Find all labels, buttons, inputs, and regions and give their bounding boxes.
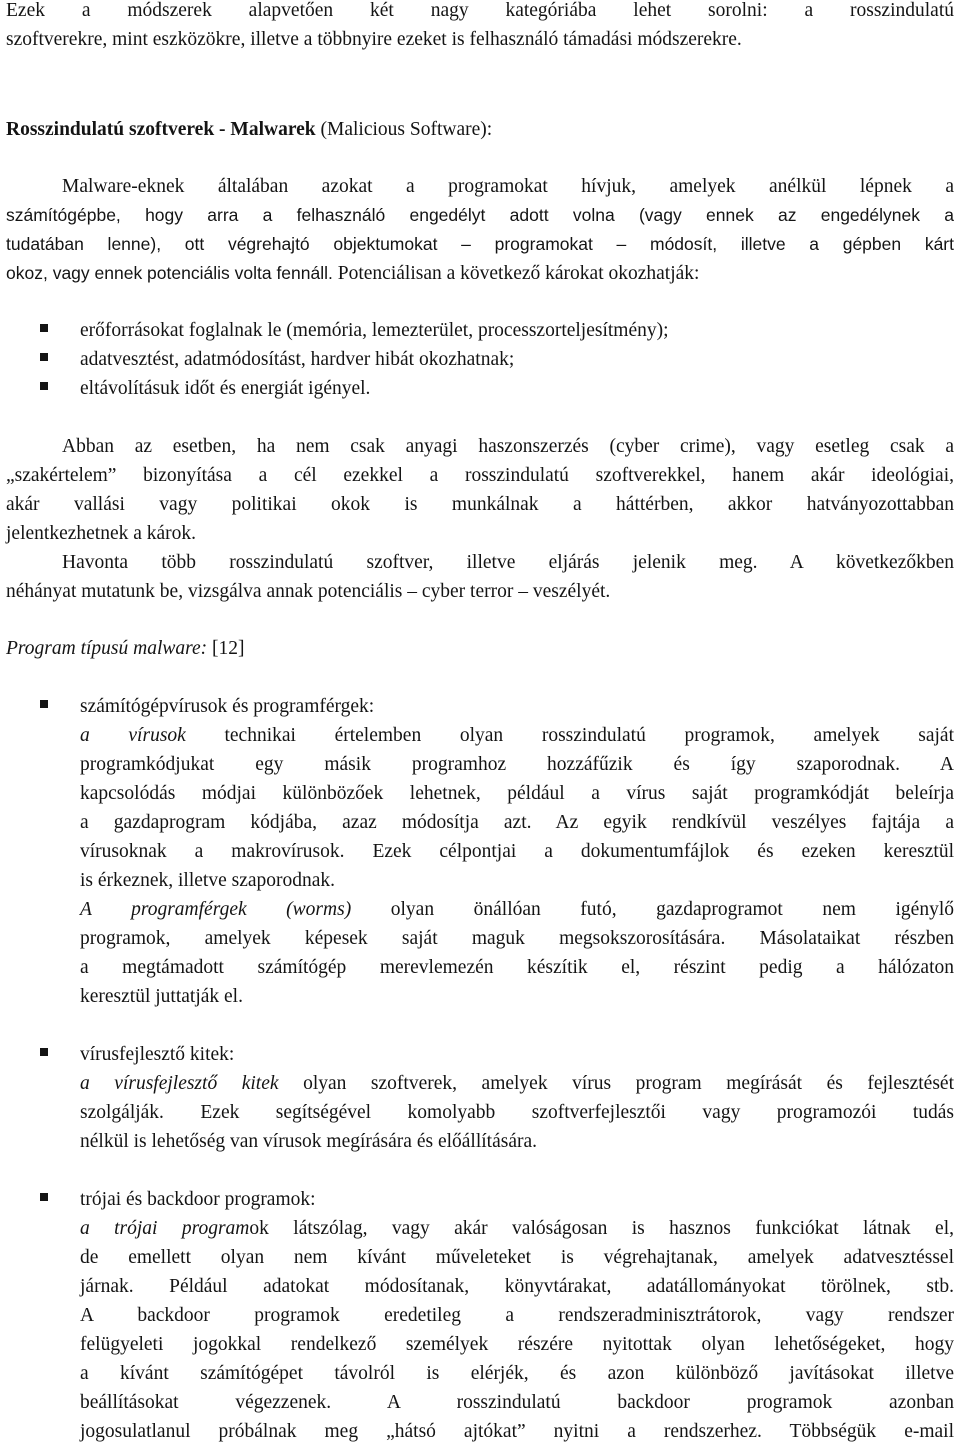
trojans-line-6: a kívánt számítógépet távolról is elérjék, és azon különböző javításokat illetve: [80, 1363, 954, 1384]
malware-def-line-1: Malware-eknek általában azokat a programokat hívjuk, amelyek anélkül lépnek a: [62, 176, 954, 197]
program-heading: [6, 634, 245, 663]
worms-line-3: a megtámadott számítógép merevlemezén készítik el, részint pedig a hálózaton: [80, 957, 954, 978]
viruses-line-1-rest: technikai értelemben olyan rosszindulatú programok, amelyek saját: [185, 725, 954, 746]
kits-line-2: szolgálják. Ezek segítségével komolyabb szoftverfejlesztői vagy programozói tudás: [80, 1102, 954, 1123]
trojans-line-4: A backdoor programok eredetileg a rendszeradminisztrátorok, vagy rendszer: [80, 1305, 954, 1326]
cyber-para-line-3: akár vallási vagy politikai okok is munkálnak a háttérben, akkor hatványozottabban: [6, 494, 954, 515]
bullet-icon: [40, 382, 48, 390]
malware-heading: [6, 115, 492, 144]
viruses-line-5: vírusoknak a makrovírusok. Ezek célpontjai a dokumentumfájlok és ezeken keresztül: [80, 841, 954, 862]
cyber-para-line-1: Abban az esetben, ha nem csak anyagi haszonszerzés (cyber crime), vagy esetleg csak a: [62, 436, 954, 457]
cyber-para-line-4: jelentkezhetnek a károk.: [6, 523, 197, 544]
worms-line-4: keresztül juttatják el.: [80, 986, 243, 1007]
worms-line-1: [80, 895, 954, 924]
trojans-title: trójai és backdoor programok:: [80, 1189, 316, 1210]
viruses-title: számítógépvírusok és programférgek:: [80, 696, 375, 717]
worms-line-2: programok, amelyek képesek saját maguk megsokszorosítására. Másolataikat részben: [80, 928, 954, 949]
program-heading-italic: Program típusú malware:: [6, 638, 208, 659]
malware-heading-bold: Rosszindulatú szoftverek - Malwarek: [6, 119, 316, 140]
viruses-line-3: kapcsolódás módjai különbözőek lehetnek, például a vírus saját programkódját beleírja: [80, 783, 954, 804]
trojans-line-3: járnak. Például adatokat módosítanak, könyvtárakat, adatállományokat törölnek, stb.: [80, 1276, 954, 1297]
cyber-para-line-2: „szakértelem” bizonyítása a cél ezekkel a rosszindulatú szoftverekkel, hanem akár ideológiai,: [6, 465, 954, 486]
kits-line-1-rest: olyan szoftverek, amelyek vírus program megírását és fejlesztését: [278, 1073, 954, 1094]
program-heading-ref: [12]: [207, 638, 245, 659]
intro-line-2: szoftverekre, mint eszközökre, illetve a többnyire ezeket is felhasználó támadási módszerekre.: [6, 29, 742, 50]
damage-item-1: erőforrásokat foglalnak le (memória, lemezterület, processzorteljesítmény);: [80, 320, 669, 341]
trojans-line-5: felügyeleti jogokkal rendelkező személyek részére nyitottak olyan lehetőségeket, hogy: [80, 1334, 954, 1355]
bullet-icon: [40, 353, 48, 361]
bullet-icon: [40, 700, 48, 708]
damage-item-2: adatvesztést, adatmódosítást, hardver hibát okozhatnak;: [80, 349, 515, 370]
kits-line-1: [80, 1069, 954, 1098]
bullet-icon: [40, 1193, 48, 1201]
malware-def-line-4-sans: okoz, vagy ennek potenciális volta fennáll.: [6, 263, 333, 283]
viruses-line-2: programkódjukat egy másik programhoz hozzáfűzik és így szaporodnak. A: [80, 754, 954, 775]
damage-item-3: eltávolításuk időt és energiát igényel.: [80, 378, 371, 399]
kits-title: vírusfejlesztő kitek:: [80, 1044, 235, 1065]
worms-line-1-rest: olyan önállóan futó, gazdaprogramot nem igénylő: [351, 899, 954, 920]
malware-def-line-4-serif: Potenciálisan a következő károkat okozhatják:: [332, 263, 700, 284]
malware-def-line-3: tudatában lenne), ott végrehajtó objektumokat – programokat – módosít, illetve a gépben kárt: [6, 234, 954, 254]
bullet-icon: [40, 324, 48, 332]
trojans-line-8: jogosulatlanul próbálnak meg „hátsó ajtókat” nyitni a rendszerhez. Többségük e-mail: [80, 1421, 954, 1442]
malware-def-line-4: [6, 259, 954, 288]
bullet-icon: [40, 1048, 48, 1056]
viruses-line-6: is érkeznek, illetve szaporodnak.: [80, 870, 336, 891]
kits-line-3: nélkül is lehetőség van vírusok megírására és előállítására.: [80, 1131, 538, 1152]
malware-heading-rest: (Malicious Software):: [315, 119, 493, 140]
monthly-para-line-2: néhányat mutatunk be, vizsgálva annak potenciális – cyber terror – veszélyét.: [6, 581, 611, 602]
malware-def-line-2: számítógépbe, hogy arra a felhasználó engedélyt adott volna (vagy ennek az engedélynek a: [6, 205, 954, 225]
viruses-line-4: a gazdaprogram kódjába, azaz módosítja azt. Az egyik rendkívül veszélyes fajtája a: [80, 812, 954, 833]
viruses-line-1: [80, 721, 954, 750]
trojans-line-1: [80, 1214, 954, 1243]
trojans-term: a trójai program: [80, 1218, 250, 1239]
monthly-para-line-1: Havonta több rosszindulatú szoftver, illetve eljárás jelenik meg. A következőkben: [62, 552, 954, 573]
kits-term: a vírusfejlesztő kitek: [80, 1073, 279, 1094]
trojans-line-1-rest: ok látszólag, vagy akár valóságosan is hasznos funkciókat látnak el,: [249, 1218, 954, 1239]
trojans-line-7: beállításokat végezzenek. A rosszindulatú backdoor programok azonban: [80, 1392, 954, 1413]
viruses-term: a vírusok: [80, 725, 186, 746]
worms-term: A programférgek (worms): [80, 899, 352, 920]
intro-line-1: Ezek a módszerek alapvetően két nagy kategóriába lehet sorolni: a rosszindulatú: [6, 0, 954, 21]
trojans-line-2: de emellett olyan nem kívánt műveleteket is végrehajtanak, amelyek adatvesztéssel: [80, 1247, 954, 1268]
